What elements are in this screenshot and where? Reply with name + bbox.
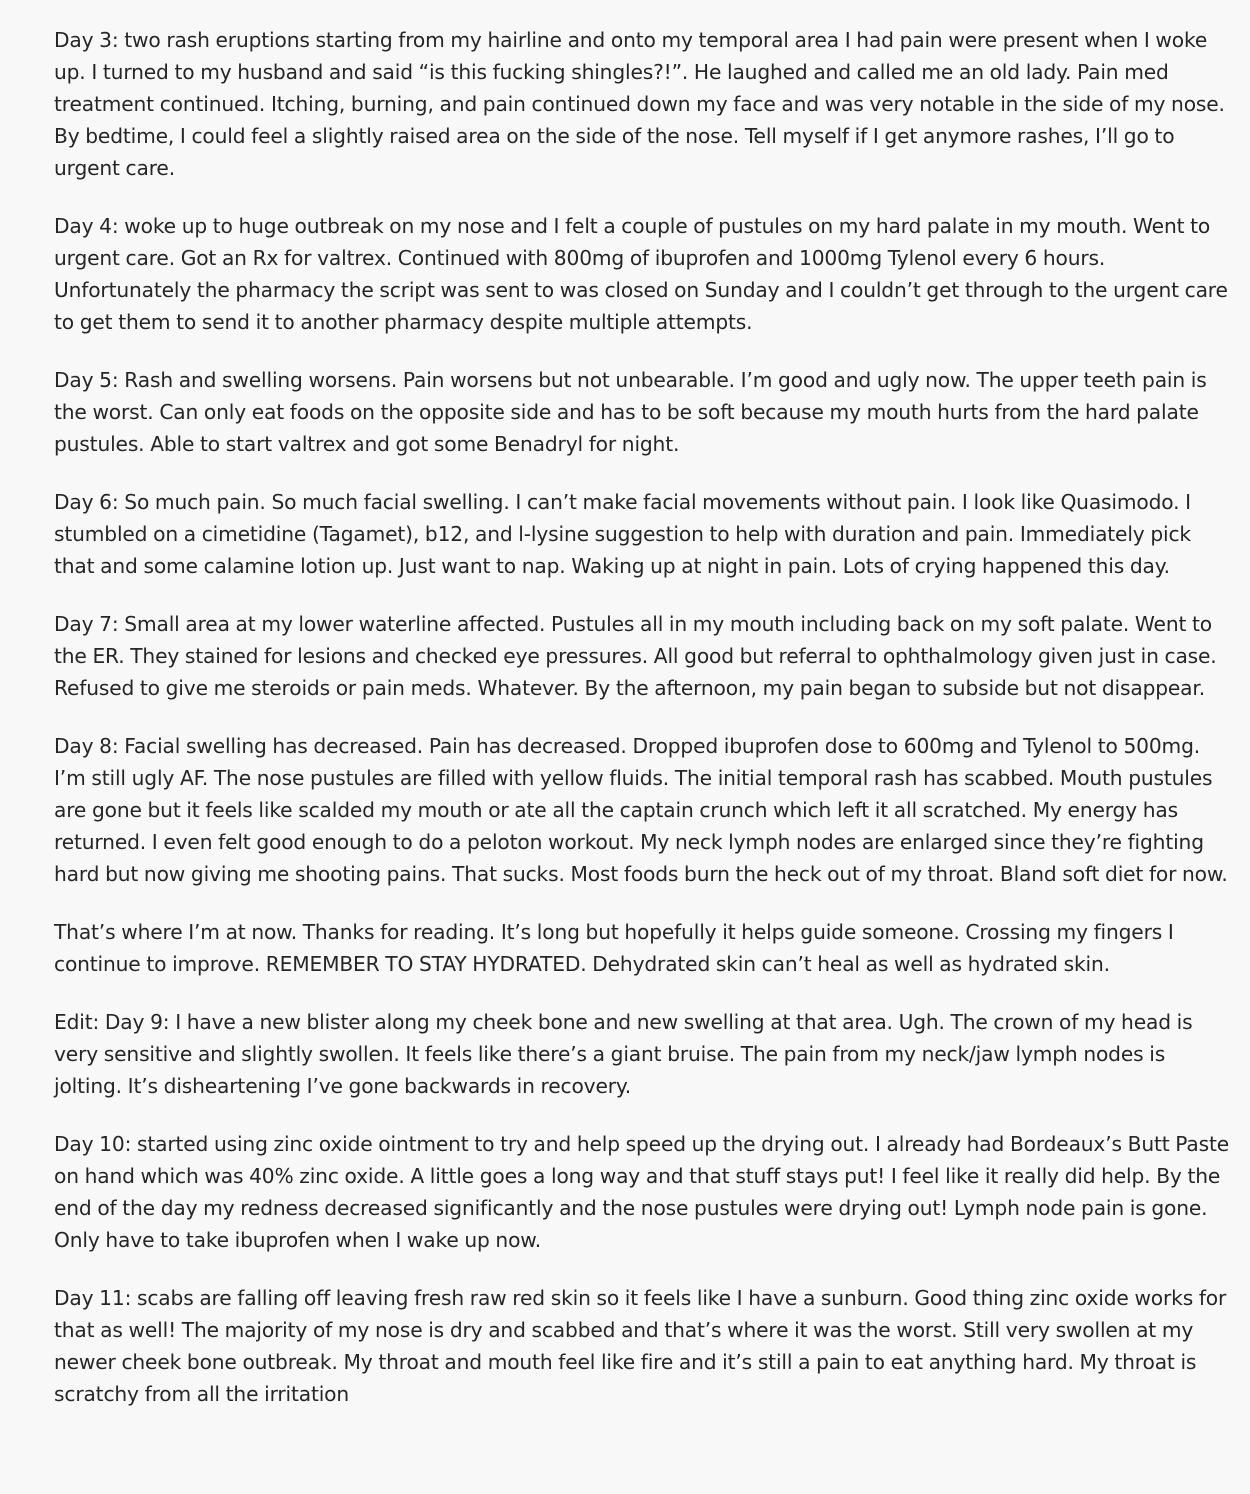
paragraph-day-6: Day 6: So much pain. So much facial swelling. I can’t make facial movements without pain. I look like Quasimodo. I stumbled on a cimetidine (Tagamet), b12, and l-lysine suggestion to help with duration and pain. Immediately pick that and some calamine lotion up. Just want to nap. Waking up at night in pain. Lots of crying happened this day. xyxy=(54,490,1191,578)
paragraph-day-3: Day 3: two rash eruptions starting from my hairline and onto my temporal area I had pain were present when I woke up. I turned to my husband and said “is this fucking shingles?!”. He laughed and called me an old lady. Pain med treatment continued. Itching, burning, and pain continued down my face and was very notable in the side of my nose. By bedtime, I could feel a slightly raised area on the side of the nose. Tell myself if I get anymore rashes, I’ll go to urgent care. xyxy=(54,28,1225,180)
paragraph-edit-day-9: Edit: Day 9: I have a new blister along my cheek bone and new swelling at that area. Ugh. The crown of my head is very sensitive and slightly swollen. It feels like there’s a giant bruise. The pain from my neck/jaw lymph nodes is jolting. It’s disheartening I’ve gone backwards in recovery. xyxy=(54,1010,1193,1098)
paragraph-day-5: Day 5: Rash and swelling worsens. Pain worsens but not unbearable. I’m good and ugly now. The upper teeth pain is the worst. Can only eat foods on the opposite side and has to be soft because my mouth hurts from the hard palate pustules. Able to start valtrex and got some Benadryl for night. xyxy=(54,368,1207,456)
paragraph-day-8: Day 8: Facial swelling has decreased. Pain has decreased. Dropped ibuprofen dose to 600mg and Tylenol to 500mg. I’m still ugly AF. The nose pustules are filled with yellow fluids. The initial temporal rash has scabbed. Mouth pustules are gone but it feels like scalded my mouth or ate all the captain crunch which left it all scratched. My energy has returned. I even felt good enough to do a peloton workout. My neck lymph nodes are enlarged since they’re fighting hard but now giving me shooting pains. That sucks. Most foods burn the heck out of my throat. Bland soft diet for now. xyxy=(54,734,1228,886)
paragraph-summary: That’s where I’m at now. Thanks for reading. It’s long but hopefully it helps guide someone. Crossing my fingers I continue to improve. REMEMBER TO STAY HYDRATED. Dehydrated skin can’t heal as well as hydrated skin. xyxy=(54,920,1174,976)
paragraph-day-11: Day 11: scabs are falling off leaving fresh raw red skin so it feels like I have a sunburn. Good thing zinc oxide works for that as well! The majority of my nose is dry and scabbed and that’s where it was the worst. Still very swollen at my newer cheek bone outbreak. My throat and mouth feel like fire and it’s still a pain to eat anything hard. My throat is scratchy from all the irritation xyxy=(54,1286,1227,1406)
paragraph-day-7: Day 7: Small area at my lower waterline affected. Pustules all in my mouth including back on my soft palate. Went to the ER. They stained for lesions and checked eye pressures. All good but referral to ophthalmology given just in case. Refused to give me steroids or pain meds. Whatever. By the afternoon, my pain began to subside but not disappear. xyxy=(54,612,1217,700)
paragraph-day-10: Day 10: started using zinc oxide ointment to try and help speed up the drying out. I already had Bordeaux’s Butt Paste on hand which was 40% zinc oxide. A little goes a long way and that stuff stays put! I feel like it really did help. By the end of the day my redness decreased significantly and the nose pustules were drying out! Lymph node pain is gone. Only have to take ibuprofen when I wake up now. xyxy=(54,1132,1230,1252)
paragraph-day-4: Day 4: woke up to huge outbreak on my nose and I felt a couple of pustules on my hard palate in my mouth. Went to urgent care. Got an Rx for valtrex. Continued with 800mg of ibuprofen and 1000mg Tylenol every 6 hours. Unfortunately the pharmacy the script was sent to was closed on Sunday and I couldn’t get through to the urgent care to get them to send it to another pharmacy despite multiple attempts. xyxy=(54,214,1228,334)
